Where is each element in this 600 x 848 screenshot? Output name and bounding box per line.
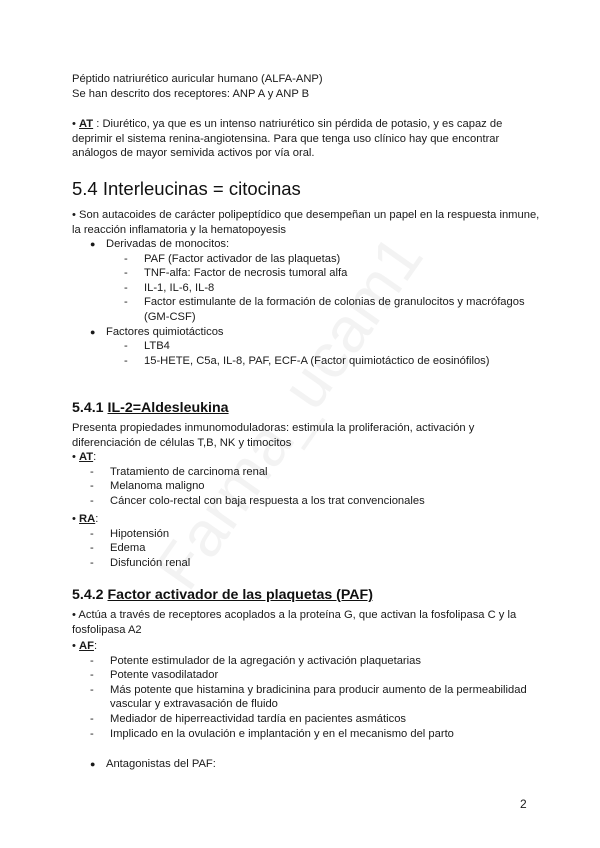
s54-intro: • Son autacoides de carácter polipeptídico que desempeñan un papel en la respuesta inmune, la reacción inflamatoria y la hematopoyesis (72, 209, 540, 236)
list-item: - Tratamiento de carcinoma renal (90, 465, 542, 480)
list-item: - Factor estimulante de la formación de colonias de granulocitos y macrófagos (GM-CSF) (124, 295, 542, 324)
list-item: - IL-1, IL-6, IL-8 (124, 281, 542, 296)
list-item: - Hipotensión (90, 527, 542, 542)
list-item: - Más potente que histamina y bradicinina para producir aumento de la permeabilidad vascular y extravasación de fluido (90, 683, 542, 712)
list-item: - Disfunción renal (90, 556, 542, 571)
list-item: - TNF-alfa: Factor de necrosis tumoral alfa (124, 266, 542, 281)
s54-group-quimiotacticos-items (124, 339, 542, 368)
s541-ra (72, 512, 542, 570)
s542-antagonistas (72, 757, 542, 772)
s541-at (72, 450, 542, 508)
list-item: - PAF (Factor activador de las plaquetas) (124, 252, 542, 267)
bullet-prefix: • (72, 118, 80, 130)
at-paragraph (72, 117, 542, 161)
list-item: - Cáncer colo-rectal con baja respuesta a los trat convencionales (90, 494, 542, 509)
s541-at-label: • AT: (72, 451, 97, 463)
section-heading-5-4-1: 5.4.1 IL-2=Aldesleukina (72, 400, 229, 416)
s542-af (72, 639, 542, 741)
s542-intro: • Actúa a través de receptores acoplados a la proteína G, que activan la fosfolipasa C y la fosfolipasa A2 (72, 609, 517, 636)
at-text: : Diurético, ya que es un intenso natriurético sin pérdida de potasio, y es capaz de deprimir el sistema renina-angiotensina. Para que tenga uso clínico hay que encontrar análogos de mayor semivida activos por vía oral. (72, 118, 503, 160)
s541-intro: Presenta propiedades inmunomoduladoras: estimula la proliferación, activación y diferenciación de células T,B, NK y timocitos (72, 422, 475, 449)
list-item: - 15-HETE, C5a, IL-8, PAF, ECF-A (Factor quimiotáctico de eosinófilos) (124, 354, 542, 369)
at-label: AT (79, 118, 94, 130)
list-item: - Potente estimulador de la agregación y activación plaquetarias (90, 654, 542, 669)
list-item: - LTB4 (124, 339, 542, 354)
s54-group-quimiotacticos: ● Factores quimiotácticos (90, 325, 542, 340)
s54-group-monocitos: ● Derivadas de monocitos: (90, 237, 542, 252)
list-item: - Implicado en la ovulación e implantación y en el mecanismo del parto (90, 727, 542, 742)
s542-af-label: • AF: (72, 640, 98, 652)
section-heading-5-4: 5.4 Interleucinas = citocinas (72, 178, 301, 199)
intro-line-2: Se han descrito dos receptores: ANP A y ANP B (72, 87, 310, 100)
list-item: - Melanoma maligno (90, 479, 542, 494)
page-number: 2 (520, 797, 527, 811)
intro-block (72, 72, 542, 101)
intro-line-1: Péptido natriurético auricular humano (ALFA-ANP) (72, 73, 323, 85)
antagonistas-item: ● Antagonistas del PAF: (90, 757, 542, 772)
s54-list (72, 237, 542, 368)
s54-group-monocitos-items (124, 252, 542, 325)
s541-ra-label: • RA: (72, 513, 99, 525)
list-item: - Edema (90, 541, 542, 556)
list-item: - Mediador de hiperreactividad tardía en pacientes asmáticos (90, 712, 542, 727)
section-heading-5-4-2: 5.4.2 Factor activador de las plaquetas (PAF) (72, 587, 373, 603)
list-item: - Potente vasodilatador (90, 668, 542, 683)
